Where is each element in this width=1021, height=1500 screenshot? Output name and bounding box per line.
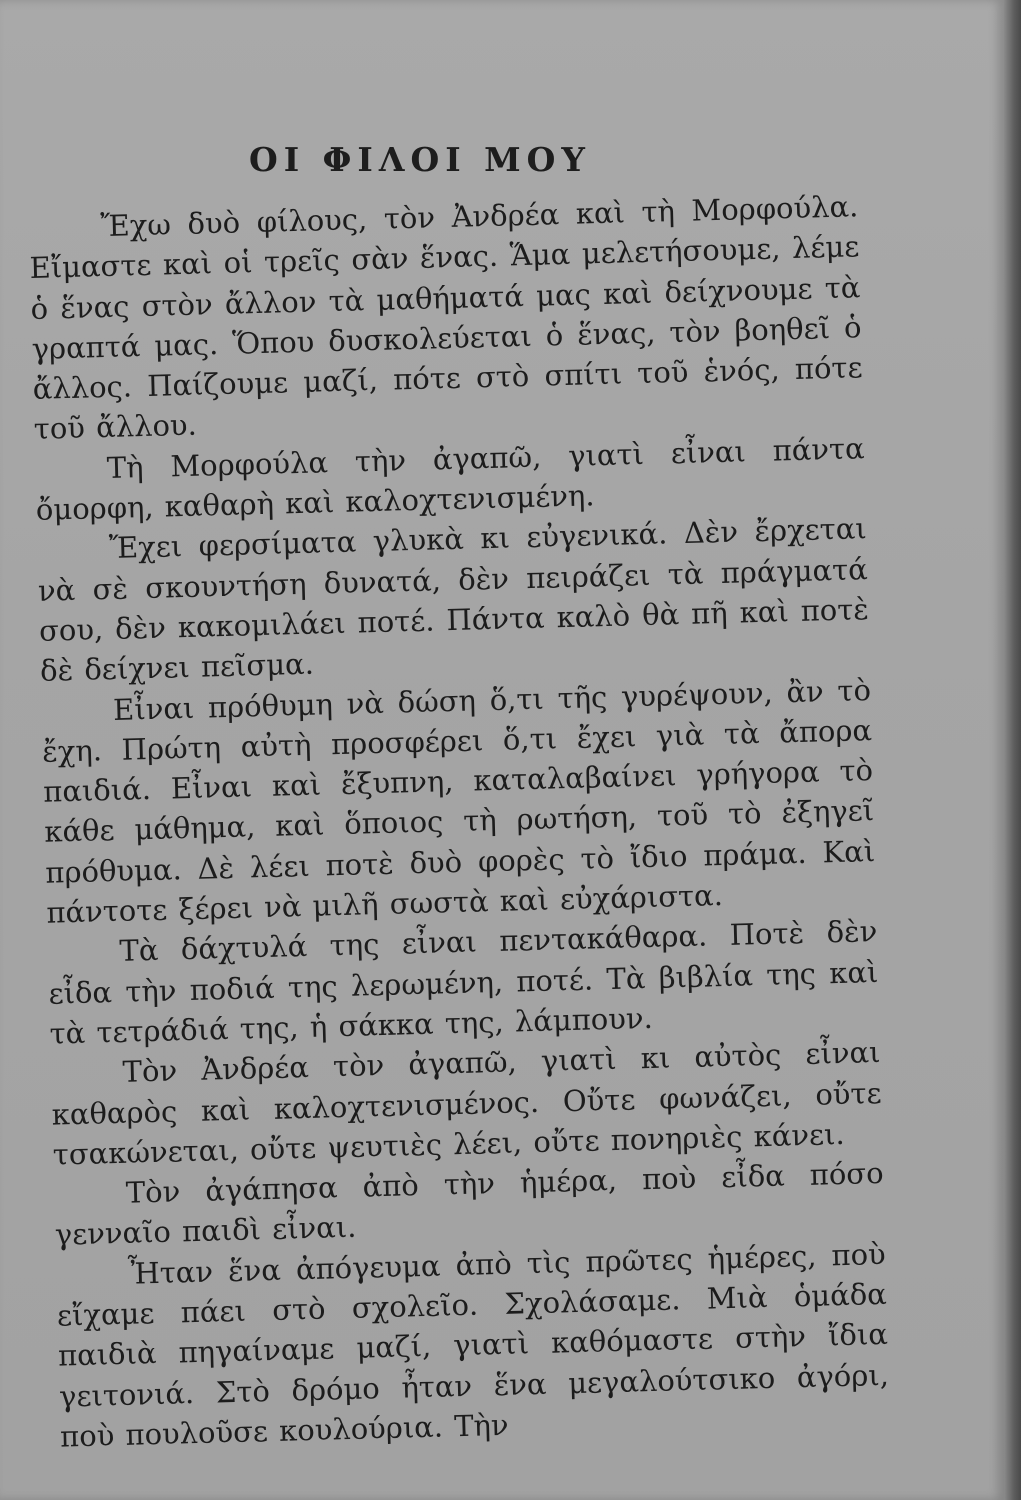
page-edge-shadow [1004, 0, 1021, 1500]
paragraph: Τὴ Μορφούλα τὴν ἀγαπῶ, γιατὶ εἶναι πάντα ὄμορφη, καθαρὴ καὶ καλοχτενισμένη. [35, 430, 866, 527]
paragraph: Τὰ δάχτυλά της εἶναι πεντακάθαρα. Ποτὲ δὲν εἶδα τὴν ποδιά της λερωμένη, ποτέ. Τὰ βιβλία της καὶ τὰ τετράδιά της, ἡ σάκκα της, λάμπουν. [48, 914, 879, 1051]
chapter-title: ΟΙ ΦΙΛΟΙ ΜΟΥ [249, 140, 591, 179]
paragraph: Ἔχω δυὸ φίλους, τὸν Ἀνδρέα καὶ τὴ Μορφούλα. Εἴμαστε καὶ οἱ τρεῖς σὰν ἕνας. Ἅμα μελετήσουμε, λέμε ὁ ἕνας στὸν ἄλλον τὰ μαθήματά μας καὶ δείχνουμε τὰ γραπτά μας. Ὅπου δυσκολεύεται ὁ ἕνας, τὸν βοηθεῖ ὁ ἄλλος. Παίζουμε μαζί, πότε στὸ σπίτι τοῦ ἑνός, πότε τοῦ ἄλλου. [29, 189, 863, 447]
body-text [28, 186, 890, 1457]
paragraph: Εἶναι πρόθυμη νὰ δώση ὅ,τι τῆς γυρέψουν, ἂν τὸ ἔχη. Πρώτη αὐτὴ προσφέρει ὅ,τι ἔχει γιὰ τὰ ἄπορα παιδιά. Εἶναι καὶ ἔξυπνη, καταλαβαίνει γρήγορα τὸ κάθε μάθημα, καὶ ὅποιος τὴ ρωτήση, τοῦ τὸ ἐξηγεῖ πρόθυμα. Δὲ λέει ποτὲ δυὸ φορὲς τὸ ἴδιο πράμα. Καὶ πάντοτε ξέρει νὰ μιλῆ σωστὰ καὶ εὐχάριστα. [41, 672, 876, 930]
paragraph: Ἔχει φερσίματα γλυκὰ κι εὐγενικά. Δὲν ἔρχεται νὰ σὲ σκουντήση δυνατά, δὲν πειράζει τὰ πράγματά σου, δὲν κακομιλάει ποτέ. Πάντα καλὸ θὰ πῆ καὶ ποτὲ δὲ δείχνει πεῖσμα. [37, 511, 870, 689]
paragraph: Τὸν Ἀνδρέα τὸν ἀγαπῶ, γιατὶ κι αὐτὸς εἶναι καθαρὸς καὶ καλοχτενισμένος. Οὔτε φωνάζει, οὔτε τσακώνεται, οὔτε ψευτιὲς λέει, οὔτε πονηριὲς κάνει. [51, 1035, 882, 1172]
paragraph: Ἦταν ἕνα ἀπόγευμα ἀπὸ τὶς πρῶτες ἡμέρες, ποὺ εἴχαμε πάει στὸ σχολεῖο. Σχολάσαμε. Μιὰ ὁμάδα παιδιὰ πηγαίναμε μαζί, γιατὶ καθόμαστε στὴν ἴδια γειτονιά. Στὸ δρόμο ἦταν ἕνα μεγαλούτσικο ἀγόρι, ποὺ πουλοῦσε κουλούρια. Τὴν [56, 1236, 890, 1454]
paragraph: Τὸν ἀγάπησα ἀπὸ τὴν ἡμέρα, ποὺ εἶδα πόσο γενναῖο παιδὶ εἶναι. [54, 1156, 885, 1253]
